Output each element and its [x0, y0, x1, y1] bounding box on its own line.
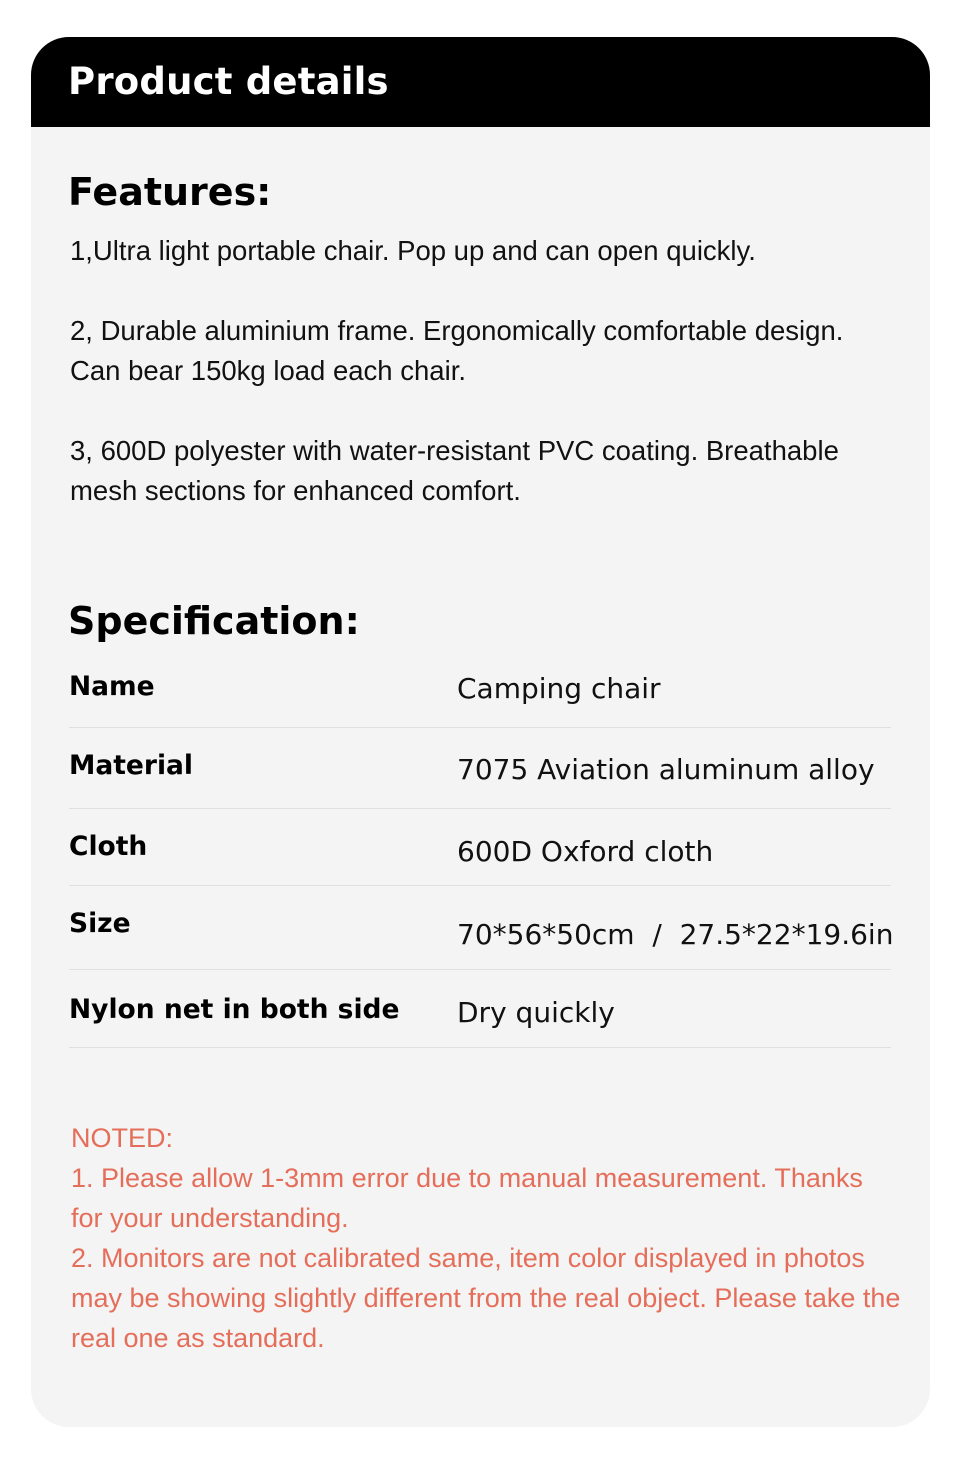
feature-item: 2, Durable aluminium frame. Ergonomically comfortable design. Can bear 150kg load each chair. [70, 315, 844, 386]
notes-heading: NOTED: [71, 1123, 174, 1153]
specification-heading: Specification: [68, 599, 360, 643]
spec-label: Material [69, 750, 194, 781]
spec-label: Name [69, 671, 155, 702]
spec-row-cloth [69, 809, 891, 886]
page-title: Product details [68, 60, 389, 103]
spec-value: 600D Oxford cloth [457, 835, 714, 868]
spec-row-name [69, 649, 891, 728]
notes-block [71, 1118, 901, 1358]
note-item: 2. Monitors are not calibrated same, item color displayed in photos may be showing slightly different from the real object. Please take the real one as standard. [71, 1243, 901, 1353]
spec-row-material [69, 728, 891, 809]
specification-table [69, 649, 894, 1048]
feature-item: 3, 600D polyester with water-resistant PVC coating. Breathable mesh sections for enhanced comfort. [70, 435, 839, 506]
header-bar [31, 37, 930, 127]
spec-value: 7075 Aviation aluminum alloy [457, 753, 875, 786]
spec-row-size [69, 886, 894, 970]
spec-value: 70*56*50cm / 27.5*22*19.6in [457, 918, 894, 951]
spec-value: Dry quickly [457, 996, 615, 1029]
spec-label: Nylon net in both side [69, 994, 400, 1025]
spec-label: Cloth [69, 831, 148, 862]
product-details-card [31, 37, 930, 1427]
feature-item: 1,Ultra light portable chair. Pop up and can open quickly. [70, 235, 756, 266]
spec-label: Size [69, 908, 131, 939]
spec-row-nylon-net [69, 970, 891, 1048]
spec-value: Camping chair [457, 672, 661, 705]
features-heading: Features: [68, 170, 272, 214]
note-item: 1. Please allow 1-3mm error due to manual measurement. Thanks for your understanding. [71, 1163, 863, 1233]
